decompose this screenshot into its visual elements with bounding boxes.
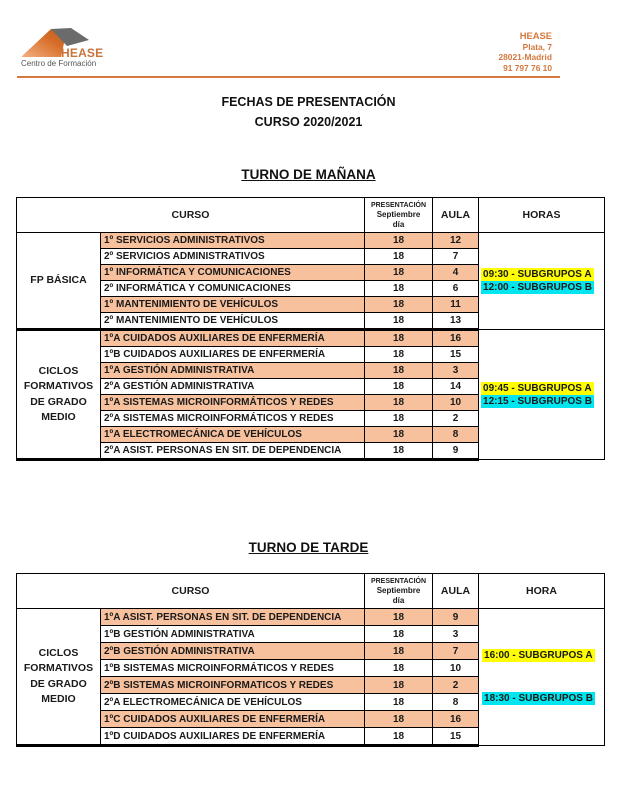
table-row: [17, 233, 605, 249]
presentation-day: 18: [365, 660, 433, 677]
classroom-number: 7: [433, 643, 479, 660]
group-label: [17, 330, 101, 460]
presentation-day: 18: [365, 379, 433, 395]
presentation-day: 18: [365, 711, 433, 728]
table-header-row: [17, 198, 605, 233]
presentation-day: 18: [365, 249, 433, 265]
schedule-table-tarde: [16, 573, 605, 747]
column-header-presentacion: [365, 198, 433, 233]
presentation-day: 18: [365, 626, 433, 643]
table-row: [17, 609, 605, 626]
column-header-presentacion: [365, 574, 433, 609]
classroom-number: 14: [433, 379, 479, 395]
column-header-aula: AULA: [433, 198, 479, 233]
header-divider: [17, 76, 560, 78]
classroom-number: 11: [433, 297, 479, 313]
address-city: 28021-Madrid: [498, 52, 552, 62]
pres-line2: Septiembre: [376, 586, 421, 596]
pres-line2: Septiembre: [376, 210, 421, 220]
course-name: 1ºB CUIDADOS AUXILIARES DE ENFERMERÍA: [101, 347, 365, 363]
classroom-number: 10: [433, 660, 479, 677]
classroom-number: 8: [433, 694, 479, 711]
pres-line1: PRESENTACIÓN: [370, 577, 427, 585]
presentation-day: 18: [365, 313, 433, 330]
presentation-day: 18: [365, 694, 433, 711]
presentation-day: 18: [365, 427, 433, 443]
section-heading-manana: TURNO DE MAÑANA: [241, 167, 376, 182]
course-name: 1ºC CUIDADOS AUXILIARES DE ENFERMERÍA: [101, 711, 365, 728]
schedule-table-manana: [16, 197, 605, 461]
classroom-number: 16: [433, 711, 479, 728]
hour-subgrupo-a: 16:00 - SUBGRUPOS A: [484, 650, 593, 661]
presentation-day: 18: [365, 281, 433, 297]
address-block: [498, 31, 552, 73]
course-name: 2º SERVICIOS ADMINISTRATIVOS: [101, 249, 365, 265]
classroom-number: 2: [433, 677, 479, 694]
hours-cell: [479, 330, 605, 460]
group-label-line: DE GRADO: [30, 395, 87, 408]
column-header-hora: HORA: [479, 574, 605, 609]
presentation-day: 18: [365, 233, 433, 249]
course-name: 1º MANTENIMIENTO DE VEHÍCULOS: [101, 297, 365, 313]
presentation-day: 18: [365, 728, 433, 746]
course-name: 1ºA ELECTROMECÁNICA DE VEHÍCULOS: [101, 427, 365, 443]
course-name: 2ºB SISTEMAS MICROINFORMATICOS Y REDES: [101, 677, 365, 694]
table-row: [17, 330, 605, 347]
classroom-number: 3: [433, 626, 479, 643]
address-name: HEASE: [519, 30, 552, 41]
column-header-horas: HORAS: [479, 198, 605, 233]
course-name: 2º INFORMÁTICA Y COMUNICACIONES: [101, 281, 365, 297]
classroom-number: 4: [433, 265, 479, 281]
course-name: 1º SERVICIOS ADMINISTRATIVOS: [101, 233, 365, 249]
group-label-line: MEDIO: [41, 693, 76, 705]
group-label: [17, 233, 101, 330]
hours-cell: [479, 609, 605, 746]
classroom-number: 9: [433, 609, 479, 626]
classroom-number: 10: [433, 395, 479, 411]
group-label: [17, 609, 101, 746]
group-label-line: CICLOS: [38, 364, 79, 377]
classroom-number: 15: [433, 347, 479, 363]
presentation-day: 18: [365, 609, 433, 626]
classroom-number: 13: [433, 313, 479, 330]
course-name: 2ºA GESTIÓN ADMINISTRATIVA: [101, 379, 365, 395]
presentation-day: 18: [365, 363, 433, 379]
logo-subtitle: Centro de Formación: [21, 59, 97, 68]
classroom-number: 3: [433, 363, 479, 379]
pres-line3: día: [392, 595, 405, 605]
presentation-day: 18: [365, 677, 433, 694]
presentation-day: 18: [365, 330, 433, 347]
address-phone: 91 797 76 10: [503, 62, 552, 73]
presentation-day: 18: [365, 347, 433, 363]
presentation-day: 18: [365, 265, 433, 281]
group-label-line: FORMATIVOS: [23, 662, 94, 674]
course-name: 2ºA SISTEMAS MICROINFORMÁTICOS Y REDES: [101, 411, 365, 427]
classroom-number: 12: [433, 233, 479, 249]
classroom-number: 7: [433, 249, 479, 265]
group-label-line: FORMATIVOS: [23, 380, 94, 392]
pres-line1: PRESENTACIÓN: [370, 201, 427, 209]
presentation-day: 18: [365, 395, 433, 411]
classroom-number: 16: [433, 330, 479, 347]
group-label-text: FP BÁSICA: [30, 273, 87, 286]
presentation-day: 18: [365, 643, 433, 660]
classroom-number: 15: [433, 728, 479, 746]
table-header-row: [17, 574, 605, 609]
section-heading-tarde: TURNO DE TARDE: [248, 540, 369, 555]
page-title-line2: CURSO 2020/2021: [254, 115, 363, 129]
column-header-curso: CURSO: [17, 574, 365, 609]
column-header-aula: AULA: [433, 574, 479, 609]
hour-subgrupo-b: 12:15 - SUBGRUPOS B: [483, 395, 592, 407]
course-name: 1ºB SISTEMAS MICROINFORMÁTICOS Y REDES: [101, 660, 365, 677]
course-name: 1ºA GESTIÓN ADMINISTRATIVA: [101, 363, 365, 379]
course-name: 1ºA ASIST. PERSONAS EN SIT. DE DEPENDENCIA: [101, 609, 365, 626]
course-name: 1ºA CUIDADOS AUXILIARES DE ENFERMERÍA: [101, 330, 365, 347]
presentation-day: 18: [365, 411, 433, 427]
hour-subgrupo-a: 09:30 - SUBGRUPOS A: [483, 269, 592, 280]
classroom-number: 6: [433, 281, 479, 297]
group-label-line: DE GRADO: [30, 677, 87, 690]
presentation-day: 18: [365, 297, 433, 313]
course-name: 1ºA SISTEMAS MICROINFORMÁTICOS Y REDES: [101, 395, 365, 411]
course-name: 1ºD CUIDADOS AUXILIARES DE ENFERMERÍA: [101, 728, 365, 746]
hease-logo: [17, 26, 117, 72]
course-name: 2º MANTENIMIENTO DE VEHÍCULOS: [101, 313, 365, 330]
pres-line3: día: [392, 219, 405, 229]
hour-subgrupo-b: 12:00 - SUBGRUPOS B: [483, 282, 592, 293]
course-name: 1ºB GESTIÓN ADMINISTRATIVA: [101, 626, 365, 643]
group-label-line: CICLOS: [38, 646, 79, 659]
column-header-curso: CURSO: [17, 198, 365, 233]
hour-subgrupo-b: 18:30 - SUBGRUPOS B: [484, 693, 593, 704]
presentation-day: 18: [365, 443, 433, 460]
hour-subgrupo-a: 09:45 - SUBGRUPOS A: [483, 382, 592, 394]
course-name: 2ºB GESTIÓN ADMINISTRATIVA: [101, 643, 365, 660]
course-name: 1º INFORMÁTICA Y COMUNICACIONES: [101, 265, 365, 281]
course-name: 2ºA ASIST. PERSONAS EN SIT. DE DEPENDENCIA: [101, 443, 365, 460]
classroom-number: 2: [433, 411, 479, 427]
classroom-number: 8: [433, 427, 479, 443]
group-label-line: MEDIO: [41, 411, 76, 423]
hours-cell: [479, 233, 605, 330]
classroom-number: 9: [433, 443, 479, 460]
course-name: 2ºA ELECTROMECÁNICA DE VEHÍCULOS: [101, 694, 365, 711]
logo-brand: HEASE: [61, 46, 104, 60]
address-street: Plata, 7: [522, 41, 552, 52]
page-title-line1: FECHAS DE PRESENTACIÓN: [221, 95, 396, 109]
